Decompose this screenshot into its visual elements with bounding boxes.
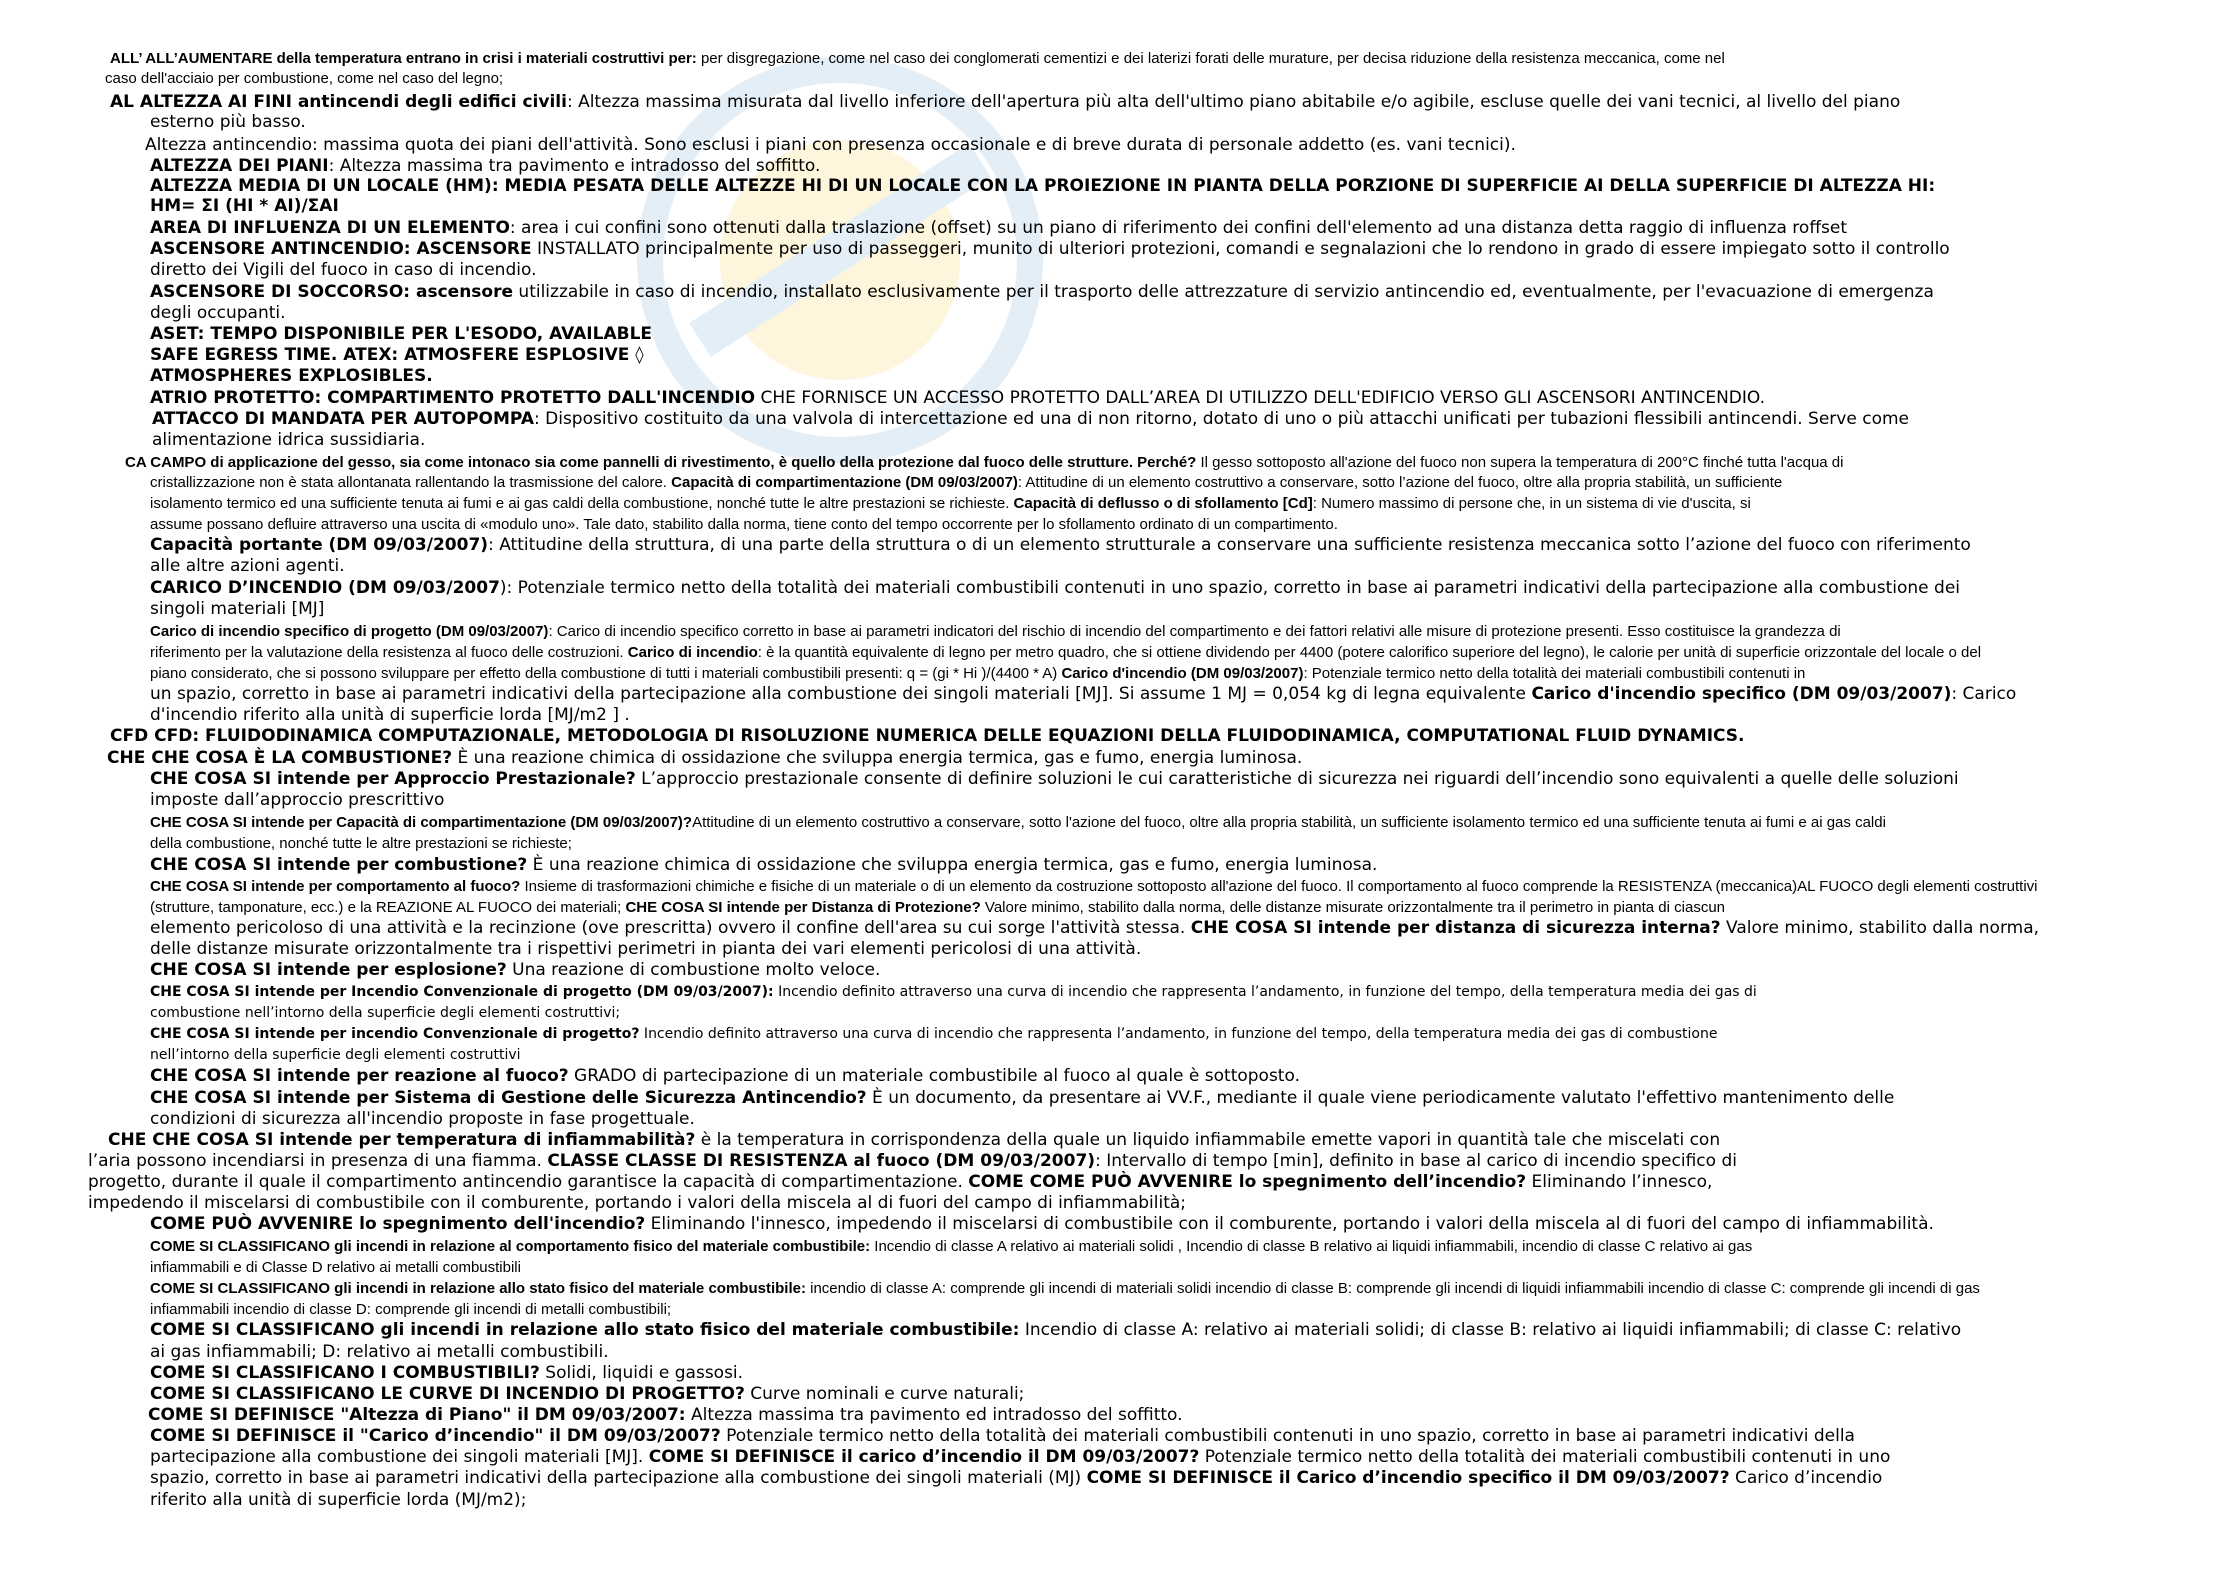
definition-text: alimentazione idrica sussidiaria. bbox=[152, 430, 426, 450]
text-line bbox=[150, 833, 572, 854]
definition-text: elemento pericoloso di una attività e la recinzione (ove prescritta) ovvero il confine dell'area su cui sorge l'attività stessa. bbox=[150, 918, 1191, 938]
text-line bbox=[107, 748, 1302, 769]
definition-text: imposte dall’approccio prescrittivo bbox=[150, 790, 445, 810]
term-label: ALL’ ALL’AUMENTARE della temperatura entrano in crisi i materiali costruttivi per: bbox=[110, 50, 697, 67]
text-line bbox=[150, 1214, 1934, 1235]
definition-text: assume possano defluire attraverso una uscita di «modulo uno». Tale dato, stabilito dalla norma, tiene conto del tempo occorrente per lo sfollamento ordinato di un compartimento. bbox=[150, 516, 1338, 533]
definition-text: un spazio, corretto in base ai parametri indicativi della partecipazione alla combustione dei singoli materiali [MJ]. Si assume 1 MJ = 0,054 kg di legna equivalente bbox=[150, 684, 1532, 704]
text-line bbox=[150, 1257, 521, 1278]
definition-text: : area i cui confini sono ottenuti dalla traslazione (offset) su un piano di riferimento dei confini dell'elemento ad una distanza detta raggio di influenza roffset bbox=[509, 218, 1848, 238]
text-line bbox=[150, 642, 1981, 663]
definition-text: Altezza antincendio: massima quota dei piani dell'attività. Sono esclusi i piani con presenza occasionale e di breve durata di personale addetto (es. vani tecnici). bbox=[145, 135, 1516, 155]
definition-text: Solidi, liquidi e gassosi. bbox=[539, 1363, 744, 1383]
definition-text: Eliminando l’innesco, bbox=[1526, 1172, 1713, 1192]
definition-text: Potenziale termico netto della totalità dei materiali combustibili contenuti in uno spazio, corretto in base ai parametri indicativi della bbox=[720, 1426, 1855, 1446]
definition-text: Insieme di trasformazioni chimiche e fisiche di un materiale o di un elemento da costruzione sottoposto all'azione del fuoco. Il comportamento al fuoco comprende la RESISTENZA (meccanica)AL FUOCO degli elementi costruttivi bbox=[520, 878, 2038, 895]
definition-text: è la temperatura in corrispondenza della quale un liquido infiammabile emette vapori in quantità tale che miscelati con bbox=[695, 1130, 1721, 1150]
text-line bbox=[88, 1151, 1737, 1172]
text-line bbox=[150, 1109, 695, 1130]
term-label: Capacità di compartimentazione (DM 09/03/2007) bbox=[671, 474, 1018, 491]
text-line bbox=[88, 1193, 1186, 1214]
text-line bbox=[150, 535, 1971, 556]
text-line bbox=[152, 430, 425, 451]
text-line bbox=[150, 1447, 1890, 1468]
definition-text: (strutture, tamponature, ecc.) e la REAZIONE AL FUOCO dei materiali; bbox=[150, 899, 626, 916]
text-line bbox=[150, 812, 1886, 833]
definition-text: delle distanze misurate orizzontalmente tra i rispettivi perimetri in pianta dei vari elementi pericolosi di una attività. bbox=[150, 939, 1142, 959]
definition-text: spazio, corretto in base ai parametri indicativi della partecipazione alla combustione dei singoli materiali (MJ) bbox=[150, 1468, 1087, 1488]
text-line bbox=[150, 1236, 1752, 1257]
definition-text: Incendio di classe A relativo ai materiali solidi , Incendio di classe B relativo ai liquidi infiammabili, incendio di classe C relativo ai gas bbox=[870, 1238, 1753, 1255]
text-line bbox=[150, 260, 536, 281]
text-line bbox=[150, 282, 1934, 303]
text-line bbox=[150, 493, 1751, 514]
term-label: Carico d'incendio (DM 09/03/2007) bbox=[1061, 665, 1304, 682]
text-line bbox=[150, 876, 2038, 897]
text-line bbox=[148, 1405, 1183, 1426]
text-line bbox=[150, 324, 652, 345]
text-line bbox=[150, 918, 2039, 939]
term-label: AREA DI INFLUENZA DI UN ELEMENTO bbox=[150, 218, 510, 238]
definition-text: d'incendio riferito alla unità di superficie lorda [MJ/m2 ] . bbox=[150, 705, 630, 725]
definition-text: alle altre azioni agenti. bbox=[150, 556, 345, 576]
definition-text: Una reazione di combustione molto veloce. bbox=[506, 960, 881, 980]
text-line bbox=[150, 663, 1805, 684]
definition-text: : Numero massimo di persone che, in un sistema di vie d'uscita, si bbox=[1312, 495, 1751, 512]
text-line bbox=[150, 514, 1338, 535]
definition-text: Valore minimo, stabilito dalla norma, delle distanze misurate orizzontalmente tra il perimetro in pianta di ciascun bbox=[980, 899, 1726, 916]
term-label: CHE COSA SI intende per Sistema di Gestione delle Sicurezza Antincendio? bbox=[150, 1088, 867, 1108]
definition-text: Incendio definito attraverso una curva di incendio che rappresenta l’andamento, in funzione del tempo, della temperatura media dei gas di combustione bbox=[639, 1026, 1718, 1042]
definition-text: : Attitudine di un elemento costruttivo a conservare, sotto l’azione del fuoco, oltre alla propria stabilità, un sufficiente bbox=[1017, 474, 1783, 491]
definition-text: ): Potenziale termico netto della totalità dei materiali combustibili contenuti in uno spazio, corretto in base ai parametri indicativi della partecipazione alla combustione dei bbox=[499, 578, 1960, 598]
text-line bbox=[150, 684, 2016, 705]
text-line bbox=[150, 1066, 1300, 1087]
term-label: CHE COSA SI intende per comportamento al fuoco? bbox=[150, 878, 521, 895]
text-line bbox=[150, 982, 1757, 1003]
definition-text: Altezza massima tra pavimento ed intradosso del soffitto. bbox=[685, 1405, 1183, 1425]
text-line bbox=[150, 345, 644, 366]
definition-text: Incendio definito attraverso una curva di incendio che rappresenta l’andamento, in funzione del tempo, della temperatura media dei gas di bbox=[773, 984, 1757, 1000]
term-label: ASET: TEMPO DISPONIBILE PER L'ESODO, AVAILABLE bbox=[150, 324, 653, 344]
term-label: CARICO D’INCENDIO (DM 09/03/2007 bbox=[150, 578, 500, 598]
term-label: COME COME PUÒ AVVENIRE lo spegnimento dell’incendio? bbox=[968, 1172, 1527, 1192]
text-line bbox=[150, 1426, 1855, 1447]
term-label: ALTEZZA MEDIA DI UN LOCALE (HM): MEDIA PESATA DELLE ALTEZZE HI DI UN LOCALE CON LA PROIEZIONE IN PIANTA DELLA PORZIONE DI SUPERFICIE AI DELLA SUPERFICIE DI ALTEZZA HI: bbox=[150, 176, 1936, 196]
term-label: HM= ΣI (HI * AI)/ΣAI bbox=[150, 196, 339, 216]
text-line bbox=[150, 218, 1847, 239]
text-line bbox=[150, 1363, 743, 1384]
definition-text: incendio di classe A: comprende gli incendi di materiali solidi incendio di classe B: comprende gli incendi di liquidi infiammabili incendio di classe C: comprende gli incendi di gas bbox=[805, 1280, 1980, 1297]
text-line bbox=[150, 1024, 1717, 1045]
term-label: COME SI CLASSIFICANO gli incendi in relazione allo stato fisico del materiale combustibile: bbox=[150, 1280, 806, 1297]
definition-text: utilizzabile in caso di incendio, installato esclusivamente per il trasporto delle attrezzature di servizio antincendio ed, eventualmente, per l'evacuazione di emergenza bbox=[513, 282, 1934, 302]
term-label: CHE CHE COSA SI intende per temperatura di infiammabilità? bbox=[108, 1130, 696, 1150]
definition-text: riferito alla unità di superficie lorda (MJ/m2); bbox=[150, 1490, 527, 1510]
definition-text: partecipazione alla combustione dei singoli materiali [MJ]. bbox=[150, 1447, 649, 1467]
definition-text: piano considerato, che si possono sviluppare per effetto della combustione di tutti i materiali combustibili presenti: q = (gi * Hi )/(4400 * A) bbox=[150, 665, 1062, 682]
term-label: CHE COSA SI intende per incendio Convenzionale di progetto? bbox=[150, 1026, 640, 1042]
term-label: COME PUÒ AVVENIRE lo spegnimento dell'incendio? bbox=[150, 1214, 646, 1234]
definition-text: È un documento, da presentare ai VV.F., mediante il quale viene periodicamente valutato l'effettivo mantenimento delle bbox=[866, 1088, 1895, 1108]
text-line bbox=[152, 409, 1909, 430]
text-line bbox=[150, 705, 630, 726]
definition-text: : Altezza massima misurata dal livello inferiore dell'apertura più alta dell'ultimo piano abitabile e/o agibile, escluse quelle dei vani tecnici, al livello del piano bbox=[566, 92, 1901, 112]
text-line bbox=[88, 1172, 1712, 1193]
term-label: CHE COSA SI intende per combustione? bbox=[150, 855, 528, 875]
term-label: CHE COSA SI intende per distanza di sicurezza interna? bbox=[1190, 918, 1721, 938]
text-line bbox=[145, 135, 1516, 156]
definition-text: per disgregazione, come nel caso dei conglomerati cementizi e dei laterizi forati delle murature, per decisa riduzione della resistenza meccanica, come nel bbox=[696, 50, 1725, 67]
text-line bbox=[150, 960, 880, 981]
definition-text: degli occupanti. bbox=[150, 303, 286, 323]
text-line bbox=[150, 897, 1725, 918]
term-label: COME SI CLASSIFICANO gli incendi in relazione al comportamento fisico del materiale combustibile: bbox=[150, 1238, 871, 1255]
definition-text: ai gas infiammabili; D: relativo ai metalli combustibili. bbox=[150, 1342, 609, 1362]
text-line bbox=[150, 472, 1782, 493]
text-line bbox=[150, 303, 286, 324]
definition-text: cristallizzazione non è stata allontanata rallentando la trasmissione del calore. bbox=[150, 474, 672, 491]
text-line bbox=[150, 1468, 1882, 1489]
definition-text: nell’intorno della superficie degli elementi costruttivi bbox=[150, 1047, 521, 1063]
term-label: ATRIO PROTETTO: COMPARTIMENTO PROTETTO DALL'INCENDIO bbox=[150, 388, 756, 408]
text-line bbox=[150, 112, 306, 133]
text-line bbox=[150, 196, 339, 217]
text-line bbox=[150, 1278, 1980, 1299]
text-line bbox=[150, 790, 444, 811]
text-line bbox=[150, 176, 1935, 197]
definition-text: È una reazione chimica di ossidazione che sviluppa energia termica, gas e fumo, energia luminosa. bbox=[452, 748, 1303, 768]
term-label: CHE CHE COSA È LA COMBUSTIONE? bbox=[107, 748, 453, 768]
term-label: AL ALTEZZA AI FINI antincendi degli edifici civili bbox=[110, 92, 567, 112]
definition-text: INSTALLATO principalmente per uso di passeggeri, munito di ulteriori protezioni, comandi e segnalazioni che lo rendono in grado di essere impiegato sotto il controllo bbox=[531, 239, 1950, 259]
definition-text: infiammabili e di Classe D relativo ai metalli combustibili bbox=[150, 1259, 521, 1276]
text-line bbox=[110, 726, 1745, 747]
term-label: Capacità portante (DM 09/03/2007) bbox=[150, 535, 489, 555]
definition-text: Attitudine di un elemento costruttivo a conservare, sotto l'azione del fuoco, oltre alla propria stabilità, un sufficiente isolamento termico ed una sufficiente tenuta ai fumi e ai gas caldi bbox=[692, 814, 1886, 831]
definition-text: singoli materiali [MJ] bbox=[150, 599, 325, 619]
definition-text: l’aria possono incendiarsi in presenza di una fiamma. bbox=[88, 1151, 548, 1171]
term-label: COME SI CLASSIFICANO I COMBUSTIBILI? bbox=[150, 1363, 540, 1383]
definition-text: condizioni di sicurezza all'incendio proposte in fase progettuale. bbox=[150, 1109, 695, 1129]
text-line bbox=[150, 1342, 609, 1363]
text-line bbox=[150, 239, 1950, 260]
term-label: CHE COSA SI intende per esplosione? bbox=[150, 960, 507, 980]
definition-text: : è la quantità equivalente di legno per metro quadro, che si ottiene dividendo per 4400 (potere calorifico superiore del legno), le calorie per unità di superficie orizzontale del locale o del bbox=[757, 644, 1982, 661]
text-line bbox=[105, 68, 503, 89]
term-label: COME SI DEFINISCE "Altezza di Piano" il DM 09/03/2007: bbox=[148, 1405, 686, 1425]
definition-text: esterno più basso. bbox=[150, 112, 306, 132]
term-label: COME SI DEFINISCE il carico d’incendio il DM 09/03/2007? bbox=[648, 1447, 1200, 1467]
term-label: ATTACCO DI MANDATA PER AUTOPOMPA bbox=[152, 409, 534, 429]
term-label: Carico d'incendio specifico (DM 09/03/2007) bbox=[1531, 684, 1952, 704]
definition-text: : Potenziale termico netto della totalità dei materiali combustibili contenuti in bbox=[1303, 665, 1806, 682]
term-label: COME SI CLASSIFICANO LE CURVE DI INCENDIO DI PROGETTO? bbox=[150, 1384, 745, 1404]
term-label: CLASSE CLASSE DI RESISTENZA al fuoco (DM 09/03/2007) bbox=[547, 1151, 1096, 1171]
term-label: CFD CFD: FLUIDODINAMICA COMPUTAZIONALE, METODOLOGIA DI RISOLUZIONE NUMERICA DELLE EQUAZIONI DELLA FLUIDODINAMICA, COMPUTATIONAL FLUID DYNAMICS. bbox=[110, 726, 1745, 746]
term-label: CHE COSA SI intende per Capacità di compartimentazione (DM 09/03/2007)? bbox=[150, 814, 693, 831]
definition-text: GRADO di partecipazione di un materiale combustibile al fuoco al quale è sottoposto. bbox=[568, 1066, 1300, 1086]
definition-text: diretto dei Vigili del fuoco in caso di incendio. bbox=[150, 260, 537, 280]
text-line bbox=[108, 1130, 1720, 1151]
term-label: CHE COSA SI intende per Distanza di Protezione? bbox=[625, 899, 981, 916]
definition-text: della combustione, nonché tutte le altre prestazioni se richieste; bbox=[150, 835, 572, 852]
definition-text: CHE FORNISCE UN ACCESSO PROTETTO DALL’AREA DI UTILIZZO DELL'EDIFICIO VERSO GLI ASCENSORI ANTINCENDIO. bbox=[755, 388, 1766, 408]
definition-text: : Carico bbox=[1951, 684, 2017, 704]
term-label: ALTEZZA DEI PIANI bbox=[150, 156, 329, 176]
definition-text: Il gesso sottoposto all'azione del fuoco non supera la temperatura di 200°C finché tutta l'acqua di bbox=[1196, 454, 1844, 471]
definition-text: : Altezza massima tra pavimento e intradosso del soffitto. bbox=[328, 156, 821, 176]
text-line bbox=[150, 1003, 620, 1024]
definition-text: Incendio di classe A: relativo ai materiali solidi; di classe B: relativo ai liquidi infiammabili; di classe C: relativo bbox=[1019, 1320, 1962, 1340]
definition-text: : Attitudine della struttura, di una parte della struttura o di un elemento strutturale a conservare una sufficiente resistenza meccanica sotto l’azione del fuoco con riferimento bbox=[488, 535, 1971, 555]
text-line bbox=[150, 366, 433, 387]
text-line bbox=[110, 92, 1900, 113]
term-label: ASCENSORE ANTINCENDIO: ASCENSORE bbox=[150, 239, 532, 259]
definition-text: isolamento termico ed una sufficiente tenuta ai fumi e ai gas caldi della combustione, nonché tutte le altre prestazioni se richieste. bbox=[150, 495, 1014, 512]
term-label: COME SI DEFINISCE il Carico d’incendio specifico il DM 09/03/2007? bbox=[1086, 1468, 1730, 1488]
text-line bbox=[150, 1490, 526, 1511]
text-line bbox=[150, 556, 345, 577]
definition-text: caso dell'acciaio per combustione, come nel caso del legno; bbox=[105, 70, 504, 87]
definition-text: : Intervallo di tempo [min], definito in base al carico di incendio specifico di bbox=[1095, 1151, 1737, 1171]
text-line bbox=[150, 939, 1141, 960]
text-line bbox=[150, 855, 1377, 876]
term-label: CHE COSA SI intende per Incendio Convenzionale di progetto (DM 09/03/2007): bbox=[150, 984, 774, 1000]
definition-text: L’approccio prestazionale consente di definire soluzioni le cui caratteristiche di sicurezza nei riguardi dell’incendio sono equivalenti a quelle delle soluzioni bbox=[635, 769, 1959, 789]
text-line bbox=[150, 156, 820, 177]
text-line bbox=[150, 1299, 671, 1320]
term-label: CA CAMPO di applicazione del gesso, sia come intonaco sia come pannelli di rivestimento, è quello della protezione dal fuoco delle strutture. Perché? bbox=[125, 454, 1197, 471]
term-label: SAFE EGRESS TIME. ATEX: ATMOSFERE ESPLOSIVE ◊ bbox=[150, 345, 644, 365]
term-label: Carico di incendio specifico di progetto (DM 09/03/2007) bbox=[150, 623, 549, 640]
text-line bbox=[150, 388, 1765, 409]
term-label: Carico di incendio bbox=[627, 644, 758, 661]
text-line bbox=[150, 621, 1841, 642]
definition-text: Carico d’incendio bbox=[1729, 1468, 1883, 1488]
text-line bbox=[125, 452, 1843, 473]
definition-text: Curve nominali e curve naturali; bbox=[744, 1384, 1025, 1404]
definition-text: Potenziale termico netto della totalità dei materiali combustibili contenuti in uno bbox=[1199, 1447, 1891, 1467]
text-line bbox=[150, 1045, 521, 1066]
term-label: ATMOSPHERES EXPLOSIBLES. bbox=[150, 366, 433, 386]
definition-text: Eliminando l'innesco, impedendo il miscelarsi di combustibile con il comburente, portando i valori della miscela al di fuori del campo di infiammabilità. bbox=[645, 1214, 1934, 1234]
term-label: CHE COSA SI intende per reazione al fuoco? bbox=[150, 1066, 569, 1086]
text-line bbox=[150, 769, 1959, 790]
definition-text: infiammabili incendio di classe D: comprende gli incendi di metalli combustibili; bbox=[150, 1301, 672, 1318]
term-label: CHE COSA SI intende per Approccio Prestazionale? bbox=[150, 769, 636, 789]
term-label: COME SI DEFINISCE il "Carico d’incendio" il DM 09/03/2007? bbox=[150, 1426, 721, 1446]
definition-text: impedendo il miscelarsi di combustibile con il comburente, portando i valori della miscela al di fuori del campo di infiammabilità; bbox=[88, 1193, 1187, 1213]
text-line bbox=[150, 578, 1960, 599]
definition-text: progetto, durante il quale il compartimento antincendio garantisce la capacità di compartimentazione. bbox=[88, 1172, 969, 1192]
text-line bbox=[150, 1320, 1961, 1341]
definition-text: combustione nell’intorno della superficie degli elementi costruttivi; bbox=[150, 1005, 621, 1021]
definition-text: : Carico di incendio specifico corretto in base ai parametri indicatori del rischio di incendio del compartimento e dei fattori relativi alle misure di protezione presenti. Esso costituisce la grandezza di bbox=[548, 623, 1841, 640]
term-label: Capacità di deflusso o di sfollamento [Cd] bbox=[1013, 495, 1313, 512]
text-line bbox=[110, 48, 1725, 69]
definition-text: È una reazione chimica di ossidazione che sviluppa energia termica, gas e fumo, energia luminosa. bbox=[527, 855, 1378, 875]
text-line bbox=[150, 1384, 1024, 1405]
definition-text: riferimento per la valutazione della resistenza al fuoco delle costruzioni. bbox=[150, 644, 628, 661]
term-label: ASCENSORE DI SOCCORSO: ascensore bbox=[150, 282, 514, 302]
text-line bbox=[150, 599, 324, 620]
text-line bbox=[150, 1088, 1894, 1109]
term-label: COME SI CLASSIFICANO gli incendi in relazione allo stato fisico del materiale combustibile: bbox=[150, 1320, 1020, 1340]
definition-text: Valore minimo, stabilito dalla norma, bbox=[1720, 918, 2040, 938]
definition-text: : Dispositivo costituito da una valvola di intercettazione ed una di non ritorno, dotato di uno o più attacchi unificati per tubazioni flessibili antincendi. Serve come bbox=[534, 409, 1909, 429]
